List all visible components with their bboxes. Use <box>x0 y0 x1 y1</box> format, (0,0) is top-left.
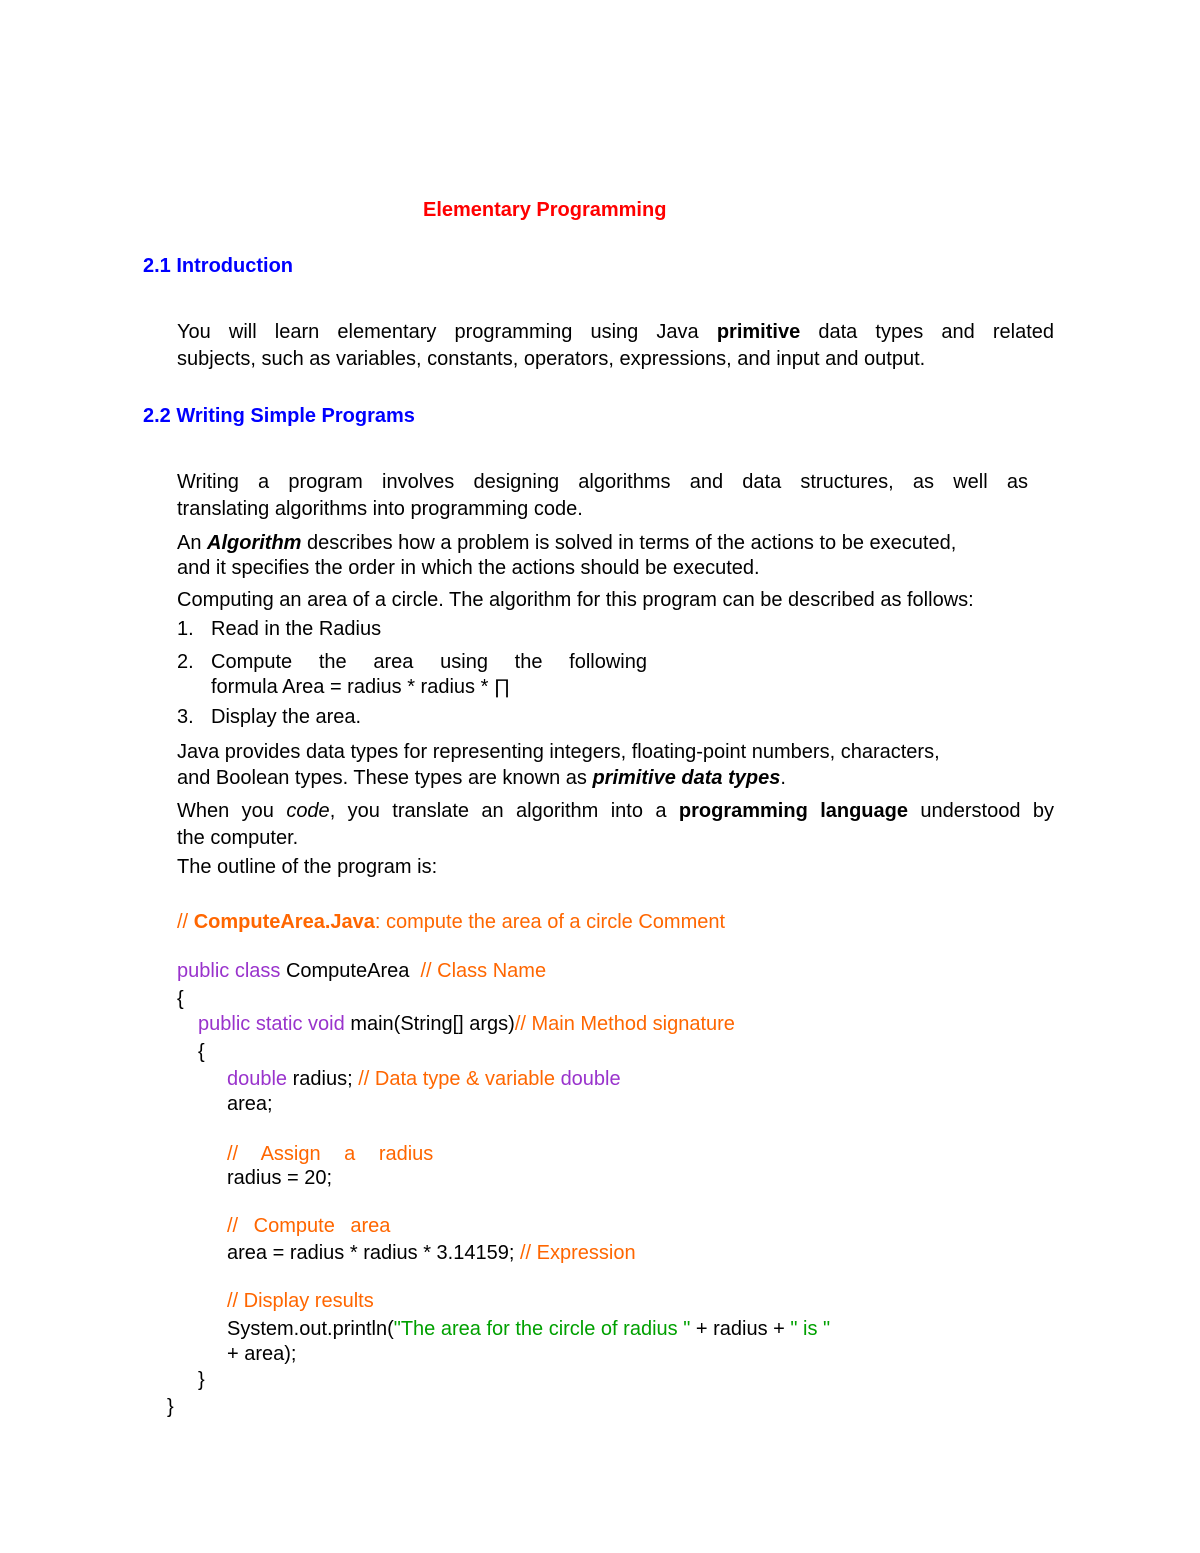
algorithm-paragraph-line-2: and it specifies the order in which the actions should be executed. <box>177 557 760 579</box>
bold-term-primitive: primitive <box>716 321 801 343</box>
code-expression: + radius + <box>695 1318 785 1340</box>
document-title: Elementary Programming <box>423 199 667 221</box>
code-class-declaration <box>177 959 546 983</box>
outline-paragraph: The outline of the program is: <box>177 856 438 878</box>
code-comment-compute: // Compute area <box>227 1215 391 1237</box>
text-run: When you <box>177 800 274 822</box>
algorithm-paragraph-line-1 <box>177 531 956 555</box>
code-keyword: double <box>227 1068 288 1090</box>
text-run: data types and related <box>818 321 1055 343</box>
code-comment: // <box>177 911 189 933</box>
code-paragraph-line-2: the computer. <box>177 827 299 849</box>
code-comment: : compute the area of a circle Comment <box>374 911 726 933</box>
list-item-number: 1. <box>177 618 194 640</box>
text-run: You will learn elementary programming using Java <box>177 321 699 343</box>
code-comment: // Main Method signature <box>514 1013 735 1035</box>
code-compute-statement <box>227 1241 636 1265</box>
code-declaration-line <box>227 1067 621 1091</box>
list-item-number: 3. <box>177 706 194 728</box>
primitive-paragraph-line-2 <box>177 766 786 790</box>
code-expression: area = radius * radius * 3.14159; <box>227 1242 515 1264</box>
text-run: , you translate an algorithm into a <box>329 800 667 822</box>
section-heading-writing-programs: 2.2 Writing Simple Programs <box>143 405 415 427</box>
code-main-signature <box>198 1012 735 1036</box>
code-area-var: area; <box>227 1093 273 1115</box>
list-item-text: Display the area. <box>211 706 362 728</box>
code-identifier: radius; <box>292 1068 353 1090</box>
intro-paragraph-line-2: subjects, such as variables, constants, operators, expressions, and input and output. <box>177 348 926 370</box>
code-string-literal: " is " <box>790 1318 831 1340</box>
code-brace-close: } <box>167 1396 174 1418</box>
list-item-number: 2. <box>177 651 194 673</box>
list-item-text: Compute the area using the following <box>211 651 647 673</box>
programs-paragraph-line-1: Writing a program involves designing algorithms and data structures, as well as <box>177 471 1028 493</box>
text-run: describes how a problem is solved in terms of the actions to be executed, <box>307 532 957 554</box>
code-println-line <box>227 1317 830 1341</box>
code-brace-open: { <box>177 988 184 1010</box>
code-brace-close-inner: } <box>198 1369 205 1391</box>
code-comment: // Expression <box>519 1242 636 1264</box>
text-run: understood by <box>920 800 1054 822</box>
list-item-text: Read in the Radius <box>211 618 382 640</box>
italic-term-code: code <box>286 800 330 822</box>
code-comment-header <box>177 910 725 934</box>
bold-term-programming-language: programming language <box>678 800 908 822</box>
bold-italic-term-algorithm: Algorithm <box>207 532 302 554</box>
code-comment-assign: // Assign a radius <box>227 1143 434 1165</box>
text-run: and Boolean types. These types are known as <box>177 767 587 789</box>
code-identifier: ComputeArea <box>285 960 410 982</box>
section-heading-introduction: 2.1 Introduction <box>143 255 293 277</box>
code-comment-filename: ComputeArea.Java <box>193 911 375 933</box>
code-paragraph-line-1 <box>177 799 1054 823</box>
code-method-call: System.out.println( <box>227 1318 394 1340</box>
text-run: An <box>177 532 202 554</box>
code-brace-open-inner: { <box>198 1041 205 1063</box>
text-run: . <box>780 767 786 789</box>
programs-paragraph-line-2: translating algorithms into programming code. <box>177 498 583 520</box>
code-comment: // Data type & variable <box>358 1068 555 1090</box>
primitive-paragraph-line-1: Java provides data types for representing integers, floating-point numbers, characters, <box>177 741 940 763</box>
code-keyword: public static void <box>198 1013 345 1035</box>
code-assign-statement: radius = 20; <box>227 1167 333 1189</box>
bold-italic-term-primitive-data-types: primitive data types <box>592 767 781 789</box>
list-item-text-continuation: formula Area = radius * radius * ∏ <box>211 676 511 698</box>
code-keyword: double <box>560 1068 621 1090</box>
code-identifier: main(String[] args) <box>350 1013 515 1035</box>
code-keyword: public class <box>177 960 281 982</box>
computing-paragraph: Computing an area of a circle. The algorithm for this program can be described as follows: <box>177 589 974 611</box>
code-comment: // Class Name <box>420 960 547 982</box>
code-comment-display: // Display results <box>227 1290 374 1312</box>
code-string-literal: "The area for the circle of radius " <box>393 1318 691 1340</box>
code-println-continuation: + area); <box>227 1343 297 1365</box>
intro-paragraph-line-1 <box>177 320 1054 344</box>
